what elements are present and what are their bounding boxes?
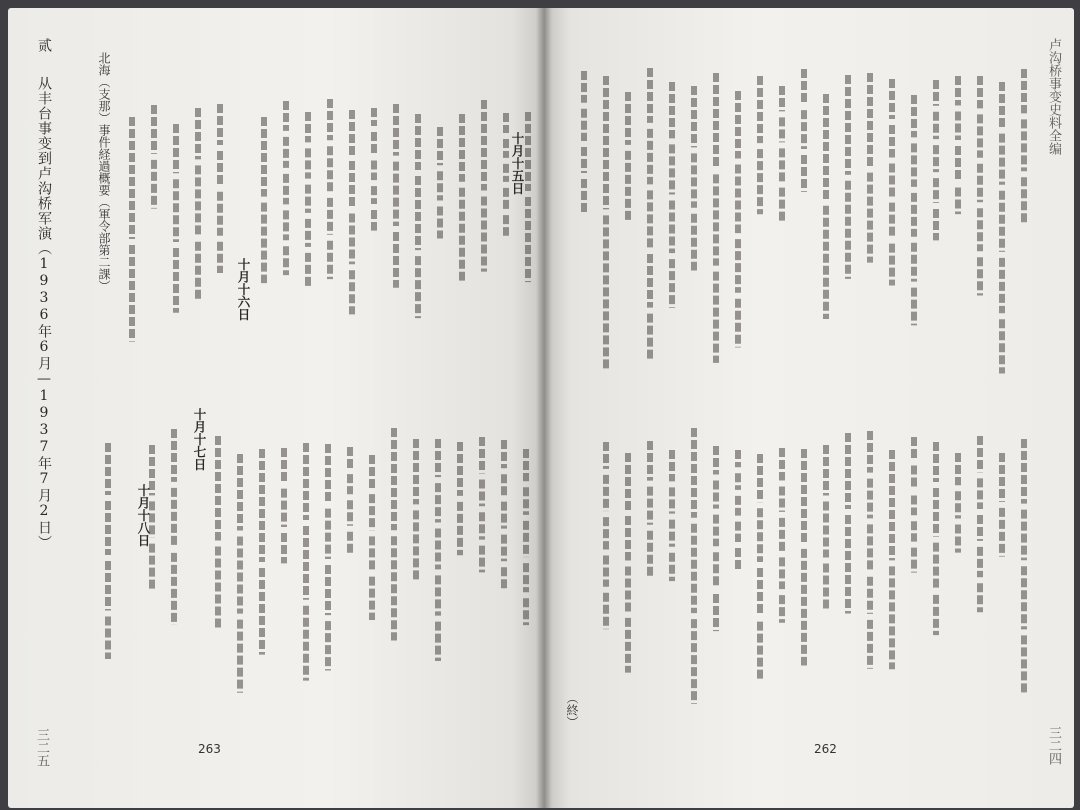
book-gutter (536, 8, 552, 808)
left-page (8, 8, 544, 808)
section-header: 北海（支那）事件経過概要（軍令部第二課） (97, 52, 111, 292)
right-page (544, 8, 1074, 808)
end-mark: （終） (565, 692, 579, 728)
date-heading: 十月十六日 (236, 258, 251, 321)
right-body-text-block (544, 8, 1074, 808)
date-heading: 十月十八日 (136, 484, 151, 547)
right-running-title: 卢沟桥事变史料全编 (1046, 38, 1061, 155)
date-heading: 十月十七日 (192, 408, 207, 471)
running-title-text: 从丰台事变到卢沟桥军演（1936年6月—1937年7月2日） (36, 76, 52, 550)
volume-label: 贰 (36, 38, 52, 53)
left-page-number: 263 (198, 742, 221, 756)
left-body-text-block (8, 8, 544, 808)
date-heading: 十月十五日 (510, 132, 525, 195)
left-side-number: 三二五 (34, 728, 49, 767)
right-page-number: 262 (814, 742, 837, 756)
right-side-number: 三二四 (1046, 726, 1061, 765)
